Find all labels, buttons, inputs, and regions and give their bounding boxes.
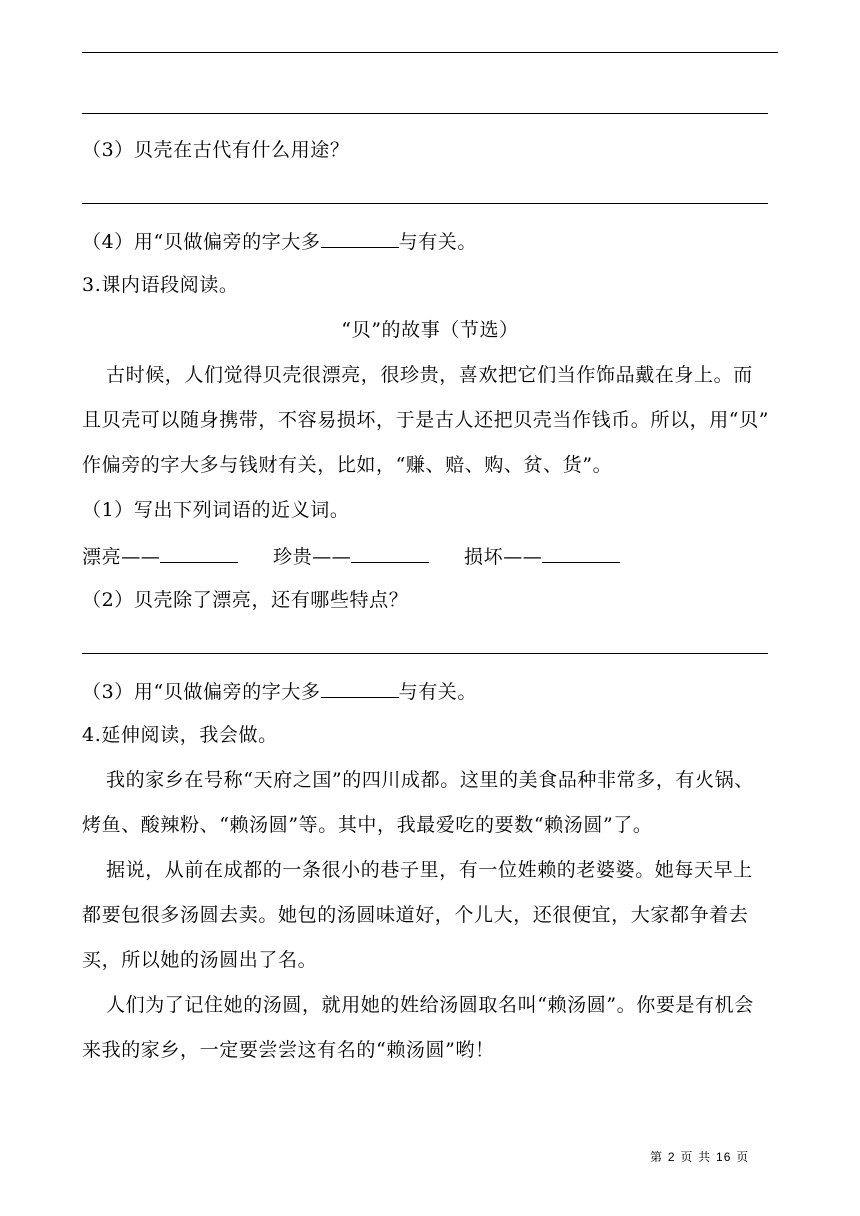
section-4-heading: 4.延伸阅读，我会做。 xyxy=(82,724,278,746)
question-2-3: （3）贝壳在古代有什么用途？ xyxy=(82,139,350,161)
passage-line: 且贝壳可以随身携带，不容易损坏，于是古人还把贝壳当作钱币。所以，用“贝” xyxy=(82,409,770,431)
fill-blank[interactable] xyxy=(321,678,399,698)
passage-line: 买，所以她的汤圆出了名。 xyxy=(82,949,318,971)
section-3-heading: 3.课内语段阅读。 xyxy=(82,274,239,296)
synonym-item xyxy=(464,543,620,569)
answer-line-3 xyxy=(82,203,768,204)
answer-line-2 xyxy=(82,113,768,114)
question-2-4-text: （4）用“贝做偏旁的字大多 xyxy=(82,231,321,253)
passage-line: 烤鱼、酸辣粉、“赖汤圆”等。其中，我最爱吃的要数“赖汤圆”了。 xyxy=(82,814,653,836)
passage-line: 都要包很多汤圆去卖。她包的汤圆味道好，个儿大，还很便宜，大家都争着去 xyxy=(82,904,749,926)
footer-mid: 页 共 xyxy=(680,1150,712,1164)
passage-line: 我的家乡在号称“天府之国”的四川成都。这里的美食品种非常多，有火锅、 xyxy=(106,769,754,791)
passage-line: 据说，从前在成都的一条很小的巷子里，有一位姓赖的老婆婆。她每天早上 xyxy=(106,859,753,881)
question-2-4-end: 与有关。 xyxy=(398,231,478,253)
fill-blank[interactable] xyxy=(321,228,399,248)
answer-line-1 xyxy=(82,52,778,53)
footer-prefix: 第 xyxy=(650,1150,664,1164)
answer-line-4 xyxy=(82,653,768,654)
question-3-3-text: （3）用“贝做偏旁的字大多 xyxy=(82,681,321,703)
question-3-3-end: 与有关。 xyxy=(398,681,478,703)
synonym-item xyxy=(82,543,238,569)
synonym-word: 珍贵—— xyxy=(273,546,352,568)
page-footer xyxy=(650,1149,749,1165)
current-page-number: 2 xyxy=(667,1150,676,1164)
fill-blank[interactable] xyxy=(542,543,620,563)
question-3-2: （2）贝壳除了漂亮，还有哪些特点？ xyxy=(82,589,409,611)
question-3-3 xyxy=(82,678,477,704)
total-pages-number: 16 xyxy=(716,1150,732,1164)
synonym-item xyxy=(273,543,429,569)
fill-blank[interactable] xyxy=(351,543,429,563)
question-3-1: （1）写出下列词语的近义词。 xyxy=(82,499,350,521)
question-2-4 xyxy=(82,228,477,254)
passage-line: 古时候，人们觉得贝壳很漂亮，很珍贵，喜欢把它们当作饰品戴在身上。而 xyxy=(106,364,753,386)
synonym-word: 漂亮—— xyxy=(82,546,161,568)
fill-blank[interactable] xyxy=(160,543,238,563)
passage-line: 作偏旁的字大多与钱财有关，比如，“赚、赔、购、贫、货”。 xyxy=(82,454,613,476)
passage-title: “贝”的故事（节选） xyxy=(341,319,519,341)
passage-line: 来我的家乡，一定要尝尝这有名的“赖汤圆”哟！ xyxy=(82,1039,495,1061)
footer-suffix: 页 xyxy=(736,1150,750,1164)
passage-line: 人们为了记住她的汤圆，就用她的姓给汤圆取名叫“赖汤圆”。你要是有机会 xyxy=(106,994,754,1016)
synonym-word: 损坏—— xyxy=(464,546,543,568)
